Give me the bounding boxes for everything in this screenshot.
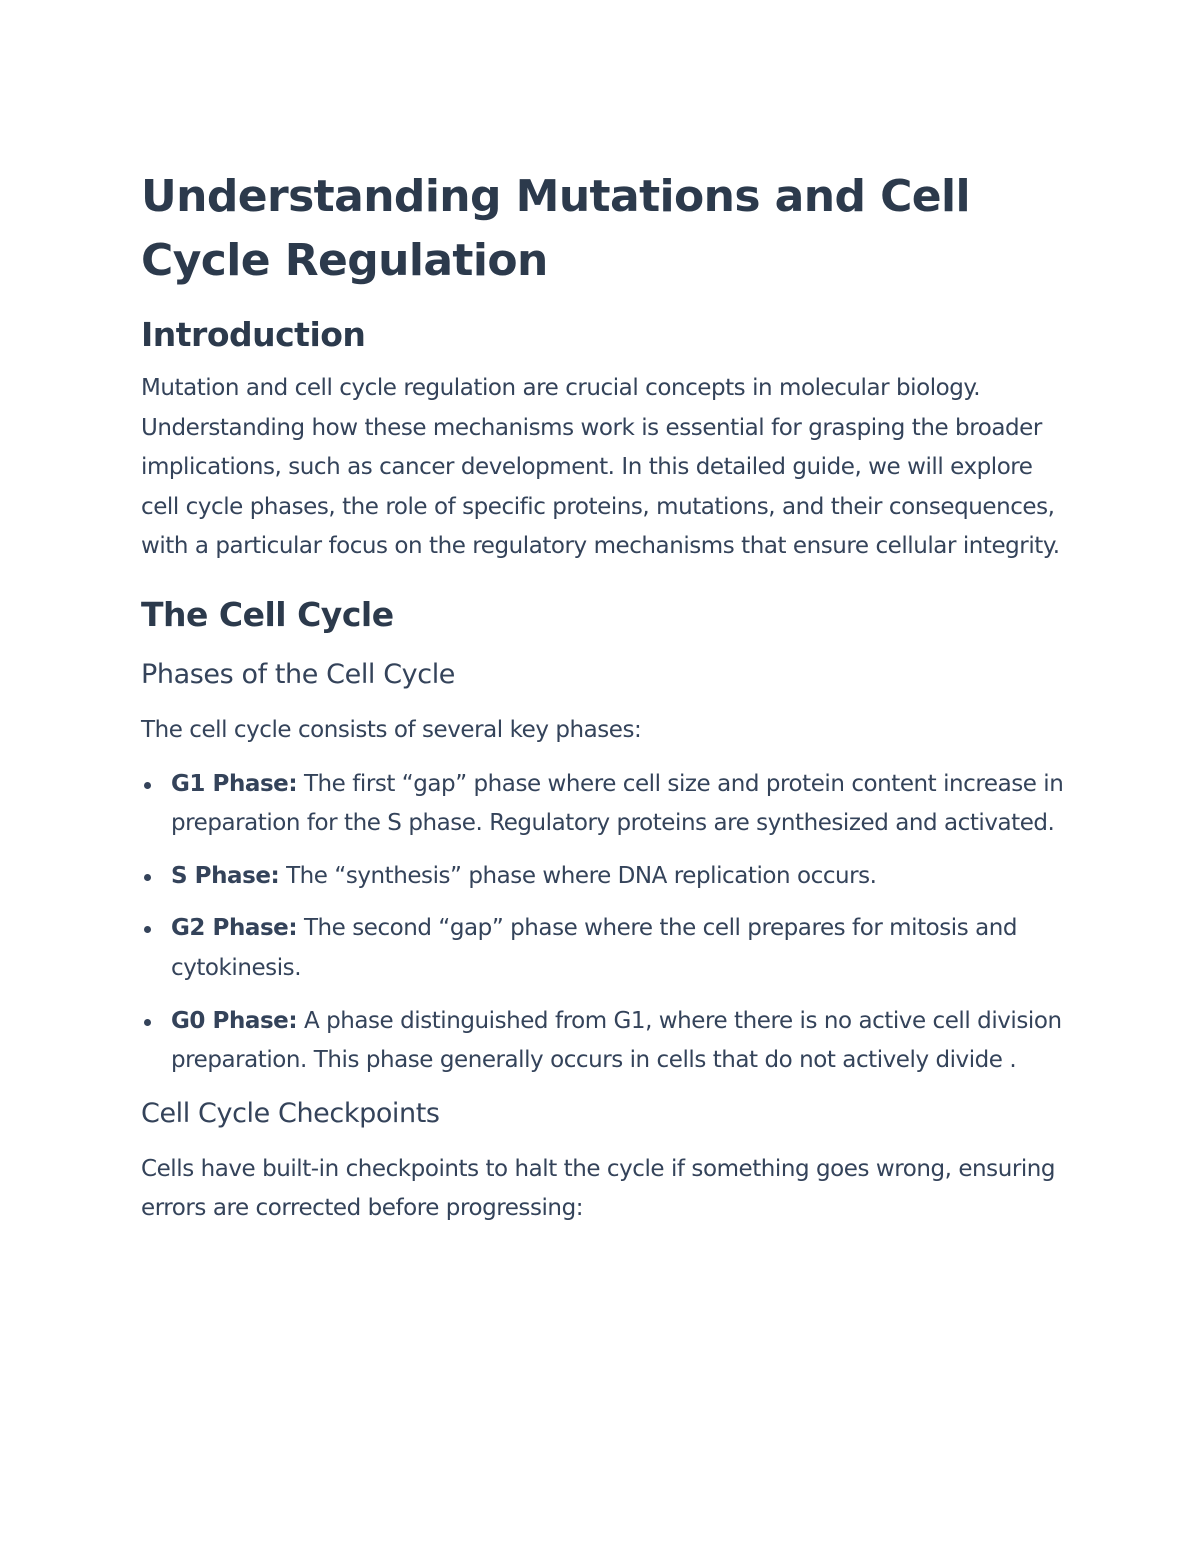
list-item-text: A phase distinguished from G1, where there is no active cell division preparation. This phase generally occurs in cells that do not actively divide . bbox=[171, 1007, 1062, 1074]
phases-subheading: Phases of the Cell Cycle bbox=[141, 658, 456, 690]
list-item-term: G1 Phase: bbox=[171, 770, 298, 797]
list-item-text: The second “gap” phase where the cell prepares for mitosis and cytokinesis. bbox=[171, 915, 1018, 981]
bullet-icon bbox=[144, 874, 151, 881]
list-item bbox=[141, 909, 1071, 988]
bullet-icon bbox=[144, 1019, 151, 1026]
list-item bbox=[141, 857, 1071, 897]
list-item-term: S Phase: bbox=[171, 862, 280, 889]
document-title: Understanding Mutations and Cell Cycle Regulation bbox=[141, 171, 970, 286]
list-item bbox=[141, 765, 1071, 844]
bullet-icon bbox=[144, 926, 151, 933]
bullet-icon bbox=[144, 782, 151, 789]
list-item bbox=[141, 1002, 1071, 1081]
checkpoints-subheading: Cell Cycle Checkpoints bbox=[141, 1097, 440, 1129]
document-page bbox=[141, 165, 1071, 1229]
checkpoints-paragraph: Cells have built-in checkpoints to halt the cycle if something goes wrong, ensuring errors are corrected before progressing: bbox=[141, 1155, 1056, 1222]
cell-cycle-heading: The Cell Cycle bbox=[141, 594, 394, 634]
list-item-text: The first “gap” phase where cell size and protein content increase in preparation for the S phase. Regulatory proteins are synthesized and activated. bbox=[171, 770, 1064, 837]
list-item-term: G2 Phase: bbox=[171, 915, 298, 942]
list-item-text: The “synthesis” phase where DNA replication occurs. bbox=[279, 862, 877, 889]
introduction-paragraph: Mutation and cell cycle regulation are crucial concepts in molecular biology. Understanding how these mechanisms work is essential for grasping the broader implications, such as cancer development. In this detailed guide, we will explore cell cycle phases, the role of specific proteins, mutations, and their consequences, with a particular focus on the regulatory mechanisms that ensure cellular integrity. bbox=[141, 375, 1060, 560]
phases-lead-paragraph: The cell cycle consists of several key phases: bbox=[141, 716, 642, 743]
introduction-heading: Introduction bbox=[141, 315, 366, 354]
phase-list bbox=[141, 765, 1071, 1081]
list-item-term: G0 Phase: bbox=[171, 1007, 298, 1034]
